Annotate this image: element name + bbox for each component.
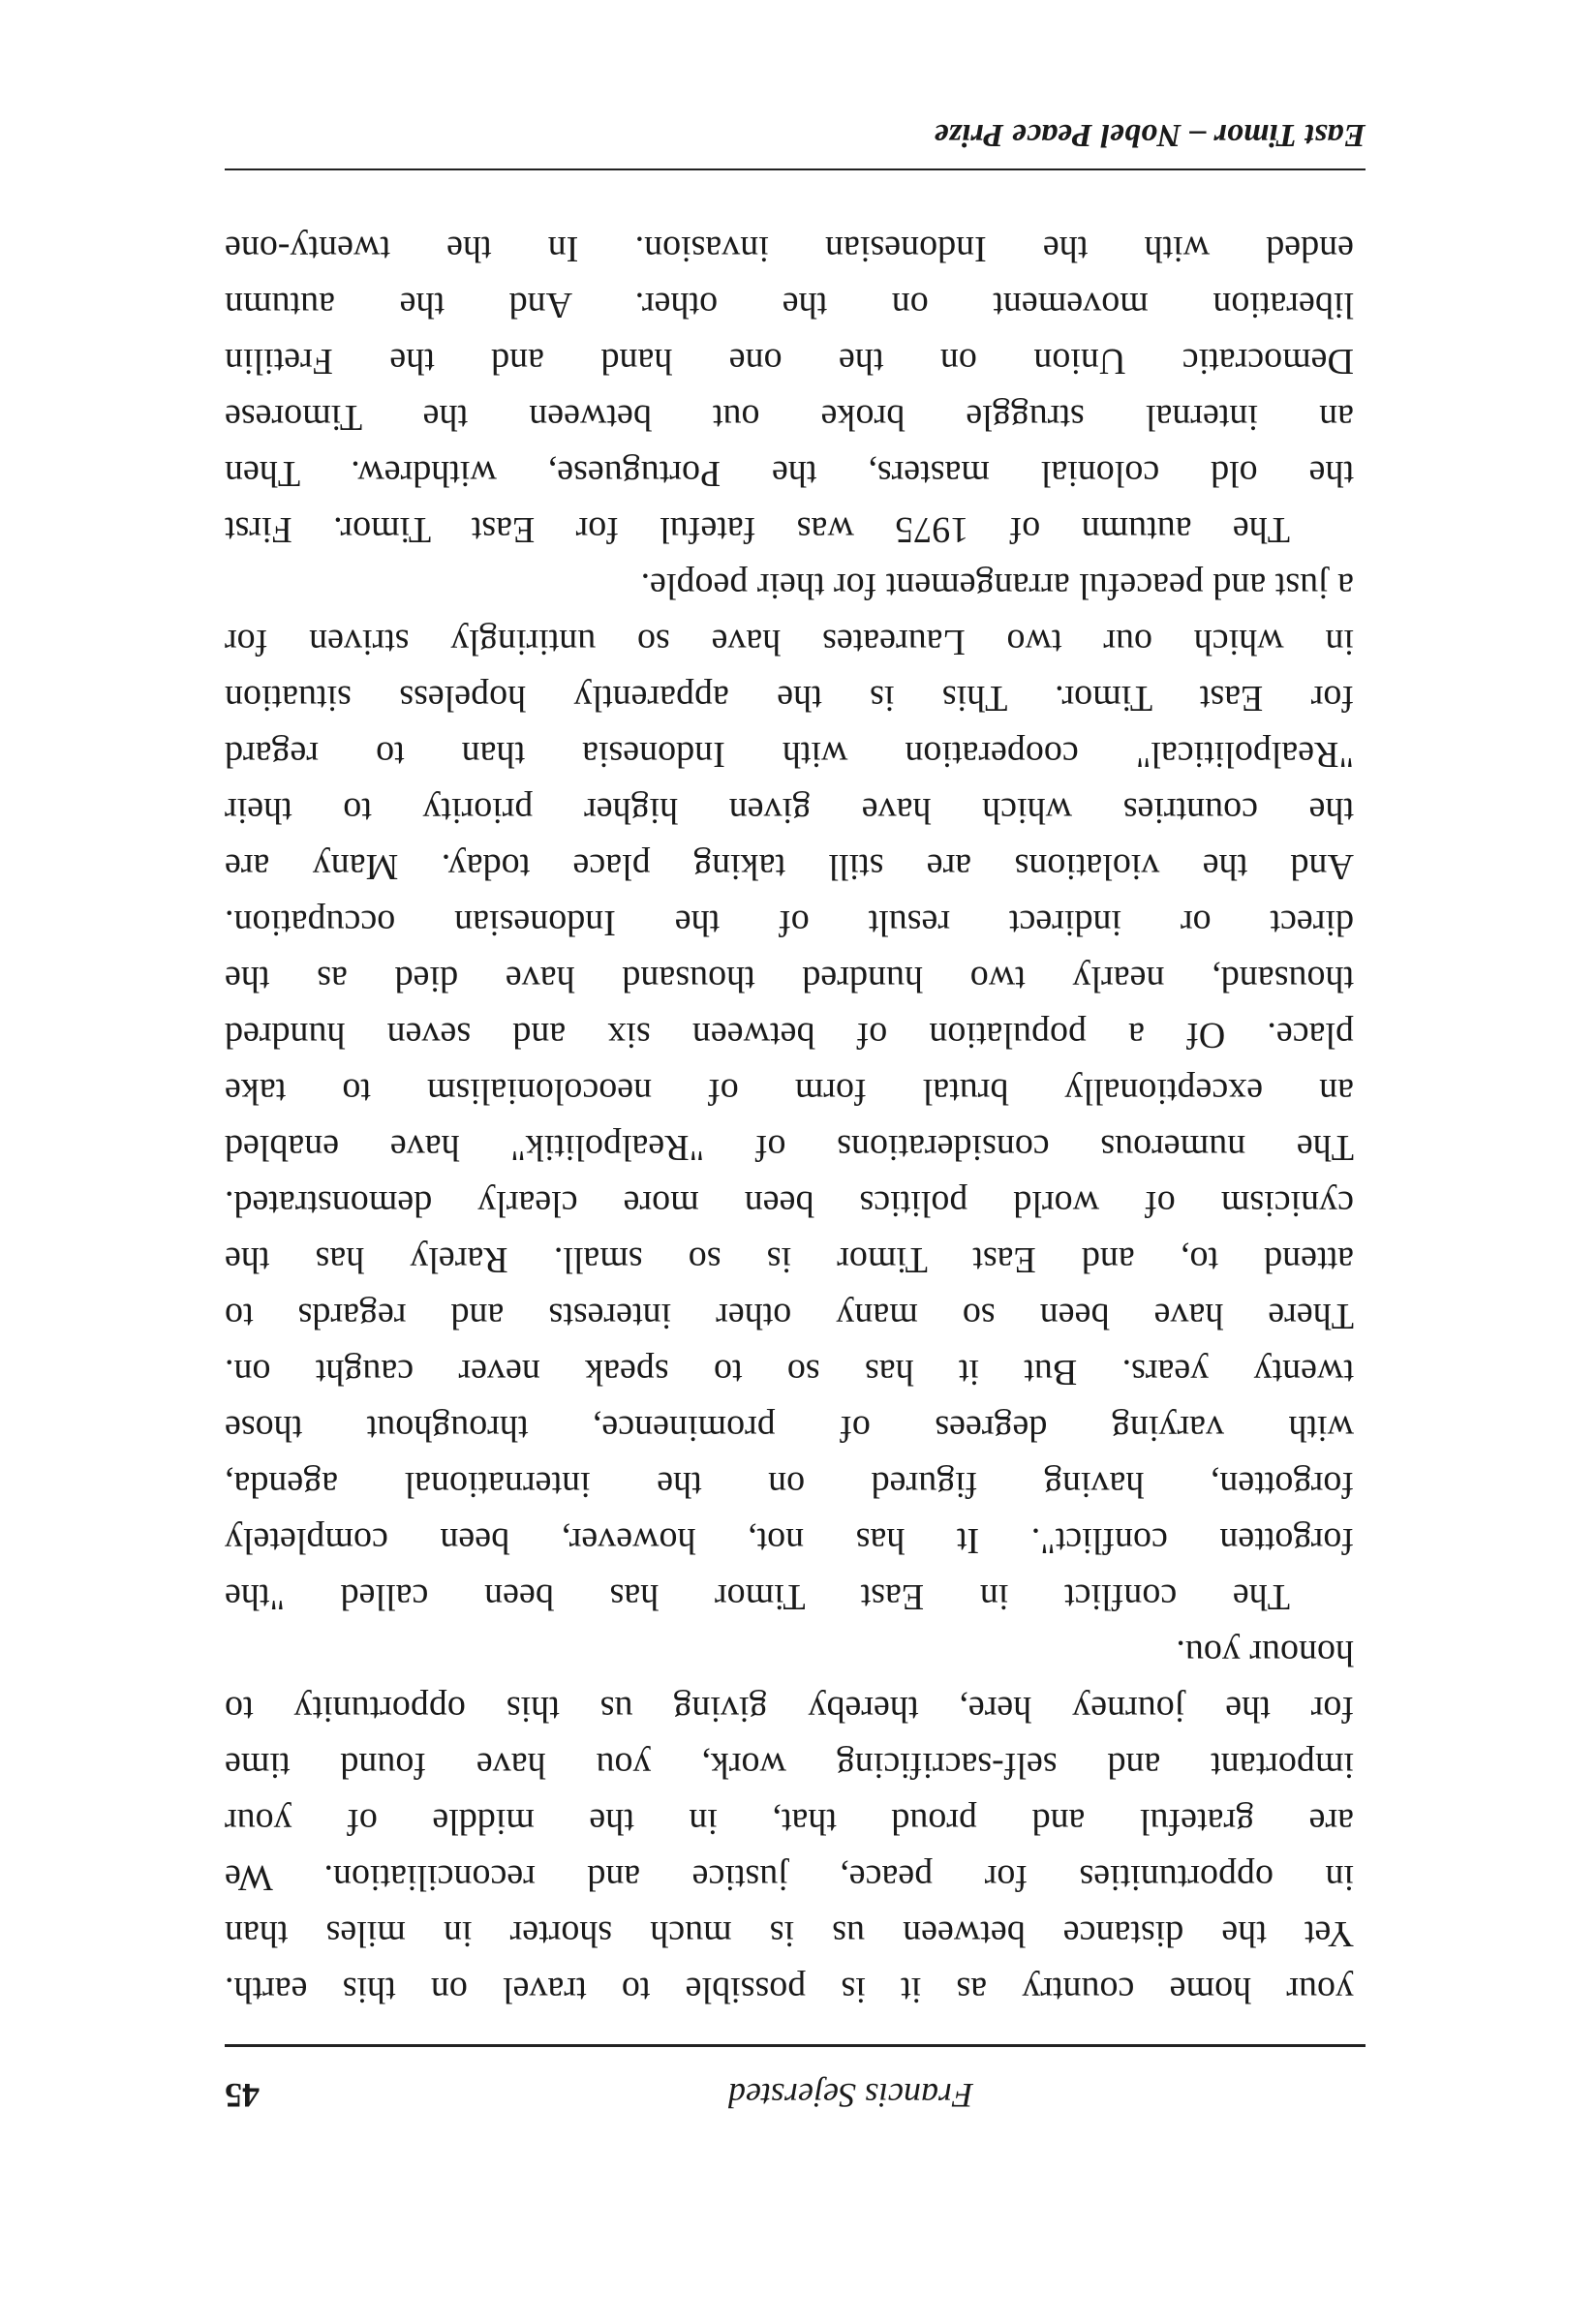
text-line: thousand, nearly two hundred thousand have died as the xyxy=(225,959,1354,999)
text-line: ended with the Indonesian invasion. In the twenty-one xyxy=(225,229,1354,269)
text-line: an internal struggle broke out between the Timorese xyxy=(225,397,1354,438)
text-line: "Realpolitical" cooperation with Indonesia than to regard xyxy=(225,734,1354,775)
text-line: for the journey here, thereby giving us this opportunity to xyxy=(225,1689,1354,1729)
text-line: liberation movement on the other. And the autumn xyxy=(225,285,1354,325)
page-number: 45 xyxy=(225,2076,260,2115)
text-line: your home country as it is possible to travel on this earth. xyxy=(225,1970,1354,2010)
text-line: are grateful and proud that, in the middle of your xyxy=(225,1801,1354,1842)
text-line: place. Of a population of between six and seven hundred xyxy=(225,1015,1354,1055)
footer-rule xyxy=(225,168,1366,170)
running-title: Francis Sejersted xyxy=(728,2076,973,2115)
text-line: in opportunities for peace, justice and reconciliation. We xyxy=(225,1857,1354,1898)
text-line: The conflict in East Timor has been called "the xyxy=(225,1576,1290,1617)
text-line: Yet the distance between us is much shorter in miles than xyxy=(225,1913,1354,1954)
text-line: The numerous considerations of "Realpolitik" have enabled xyxy=(225,1127,1354,1168)
text-line: a just and peaceful arrangement for their people. xyxy=(640,566,1354,606)
text-line: forgotten conflict". It has not, however, been completely xyxy=(225,1520,1354,1561)
footer-title: East Timor – Nobel Peace Prize xyxy=(934,117,1366,153)
text-line: for East Timor. This is the apparently hopeless situation xyxy=(225,678,1354,719)
text-line: with varying degrees of prominence, throughout those xyxy=(225,1408,1354,1449)
page-header xyxy=(225,2070,1366,2121)
text-line: the old colonial masters, the Portuguese, withdrew. Then xyxy=(225,453,1354,494)
header-rule xyxy=(225,2044,1366,2047)
text-line: There have been so many other interests and regards to xyxy=(225,1296,1354,1336)
text-line: twenty years. But it has so to speak never caught on. xyxy=(225,1352,1354,1392)
text-line: And the violations are still taking place today. Many are xyxy=(225,846,1354,887)
text-line: cynicism of world politics been more clearly demonstrated. xyxy=(225,1183,1354,1224)
text-line: the countries which have given higher priority to their xyxy=(225,790,1354,831)
text-line: Democratic Union on the one hand and the Fretilin xyxy=(225,341,1354,382)
text-line: important and self-sacrificing work, you have found time xyxy=(225,1745,1354,1786)
body-text xyxy=(225,221,1354,2018)
text-line: honour you. xyxy=(1176,1633,1354,1673)
text-line: forgotten, having figured on the international agenda, xyxy=(225,1464,1354,1505)
text-line: direct or indirect result of the Indonesian occupation. xyxy=(225,902,1354,943)
text-line: The autumn of 1975 was fateful for East Timor. First xyxy=(225,509,1290,550)
text-line: an exceptionally brutal form of neocolonialism to take xyxy=(225,1071,1354,1112)
text-line: attend to, and East Timor is so small. Rarely has the xyxy=(225,1239,1354,1280)
text-line: in which our two Laureates have so untiringly striven for xyxy=(225,622,1354,662)
